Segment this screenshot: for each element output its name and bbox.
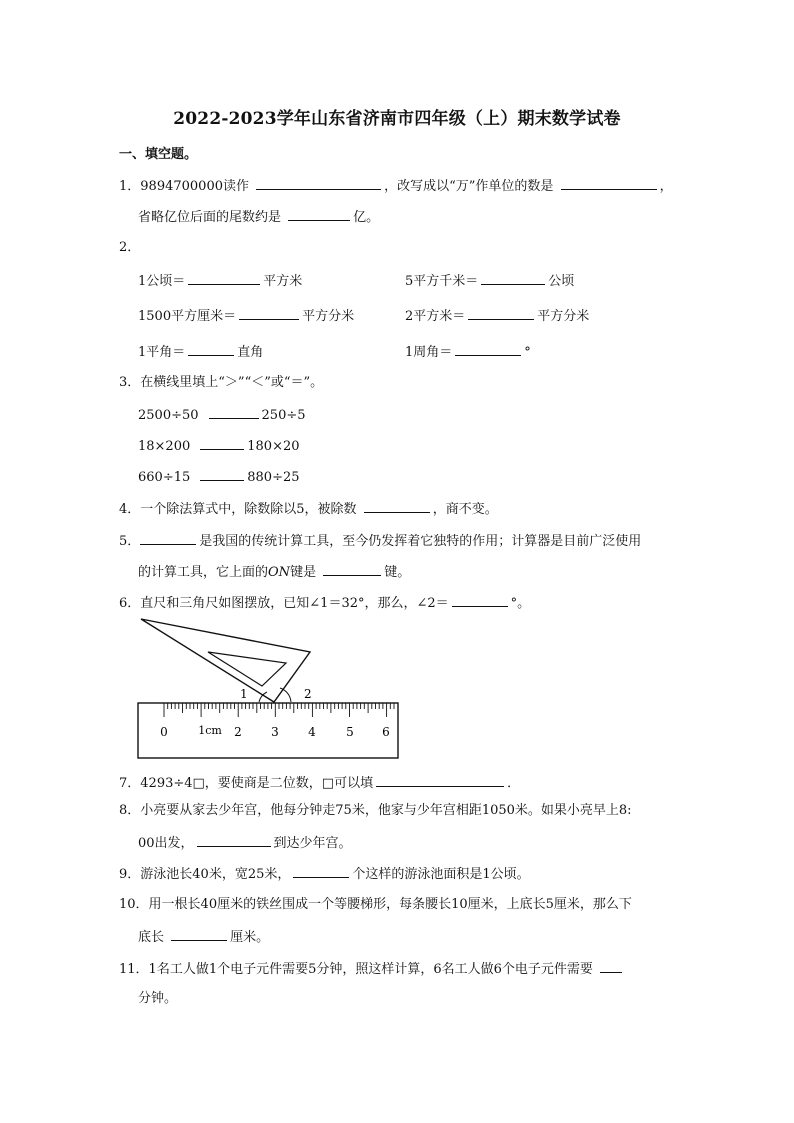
- q3-compare-3: [138, 467, 300, 487]
- question-text: ，商不变。: [432, 502, 498, 517]
- question-10-line-1: [119, 896, 632, 914]
- section-heading-fill-blank: 一、填空题。: [119, 147, 198, 162]
- expression-left: 2500÷50: [138, 408, 199, 423]
- question-5-line-1: [119, 531, 641, 551]
- answer-blank[interactable]: [561, 176, 657, 190]
- question-number: 9．: [119, 867, 141, 882]
- answer-blank[interactable]: [209, 405, 259, 419]
- answer-blank[interactable]: [455, 342, 521, 356]
- question-text: 9894700000读作: [140, 179, 249, 194]
- answer-blank[interactable]: [197, 833, 271, 847]
- question-text: 到达少年宫。: [273, 836, 352, 851]
- page-title: 2022-2023学年山东省济南市四年级（上）期末数学试卷: [173, 109, 621, 129]
- question-3-line: [119, 374, 323, 392]
- question-11-line-2: [138, 990, 177, 1008]
- question-text: 平方分米: [537, 309, 590, 324]
- question-number: 3．: [119, 375, 141, 390]
- question-8-line-2: [138, 833, 352, 853]
- question-text: 用一根长40厘米的铁丝围成一个等腰梯形，每条腰长10厘米，上底长5厘米，那么下: [148, 897, 632, 912]
- question-text: 1平角＝: [138, 345, 186, 360]
- question-text: 直尺和三角尺如图摆放，已知∠1＝32°，那么，∠2＝: [140, 596, 449, 611]
- q2-item-5: [138, 342, 263, 362]
- question-text: 2平方米＝: [405, 309, 466, 324]
- question-text: 是我国的传统计算工具，至今仍发挥着它独特的作用；计算器是目前广泛使用: [199, 534, 642, 549]
- question-number: 8．: [119, 803, 141, 818]
- answer-blank[interactable]: [171, 927, 227, 941]
- expression-left: 18×200: [138, 439, 191, 454]
- angle-2-label: 2: [304, 687, 312, 701]
- question-text: 1周角＝: [405, 345, 453, 360]
- answer-blank[interactable]: [468, 306, 534, 320]
- ruler-and-set-square-figure: [134, 614, 404, 766]
- question-text: 4293÷4□，要使商是二位数，□可以填: [140, 776, 374, 791]
- ruler-label-1cm: 1cm: [198, 724, 222, 737]
- question-number: 10．: [119, 897, 149, 912]
- question-text: 键。: [384, 565, 411, 580]
- question-text: 游泳池长40米，宽25米，: [140, 867, 291, 882]
- question-number: 1．: [119, 179, 141, 194]
- answer-blank[interactable]: [239, 306, 299, 320]
- question-text: 厘米。: [230, 930, 270, 945]
- ruler-label-4: 4: [308, 725, 316, 739]
- answer-blank[interactable]: [323, 562, 381, 576]
- on-key-label: ON: [268, 565, 291, 580]
- answer-blank[interactable]: [452, 593, 508, 607]
- answer-blank[interactable]: [200, 467, 244, 481]
- answer-blank[interactable]: [256, 176, 381, 190]
- answer-blank[interactable]: [188, 271, 260, 285]
- question-text: 省略亿位后面的尾数约是: [138, 210, 282, 225]
- question-text: 平方分米: [302, 309, 355, 324]
- q2-item-1: [138, 271, 302, 291]
- answer-blank[interactable]: [364, 499, 430, 513]
- question-text: 直角: [237, 345, 264, 360]
- answer-blank[interactable]: [600, 959, 622, 973]
- answer-blank[interactable]: [376, 773, 504, 787]
- question-5-line-2: [138, 562, 410, 582]
- angle-2-arc: [280, 688, 291, 702]
- question-text: 小亮要从家去少年宫，他每分钟走75米，他家与少年宫相距1050米。如果小亮早上8:: [140, 803, 632, 818]
- ruler-figure-svg: [134, 614, 404, 762]
- question-9-line: [119, 864, 530, 884]
- answer-blank[interactable]: [293, 864, 349, 878]
- question-text: 在横线里填上“＞”“＜”或“＝”。: [140, 375, 324, 390]
- question-text: °: [524, 345, 531, 360]
- question-number: 5．: [119, 534, 141, 549]
- question-number: 11．: [119, 962, 149, 977]
- ruler-body: [138, 703, 398, 758]
- question-number: 6．: [119, 596, 141, 611]
- question-text: °。: [510, 596, 531, 611]
- question-text: 个这样的游泳池面积是1公顷。: [352, 867, 530, 882]
- question-text: 键是: [290, 565, 317, 580]
- question-text: 的计算工具，它上面的: [138, 565, 269, 580]
- question-text: 1名工人做1个电子元件需要5分钟，照这样计算，6名工人做6个电子元件需要: [148, 962, 593, 977]
- answer-blank[interactable]: [188, 342, 234, 356]
- question-7-line: [119, 773, 520, 793]
- set-square-inner-cutout: [208, 652, 286, 686]
- question-text: 5平方千米＝: [405, 274, 479, 289]
- expression-right: 250÷5: [261, 408, 306, 423]
- q3-compare-2: [138, 436, 300, 456]
- ruler-label-2: 2: [234, 725, 242, 739]
- question-text: ，: [659, 179, 673, 194]
- question-4-line: [119, 499, 498, 519]
- ruler-label-3: 3: [271, 725, 279, 739]
- question-text: ．: [507, 776, 521, 791]
- question-number: 7．: [119, 776, 141, 791]
- q2-item-3: [138, 306, 354, 326]
- q2-item-6: [405, 342, 531, 362]
- ruler-label-6: 6: [382, 725, 390, 739]
- question-1-line-2: [138, 207, 379, 227]
- q2-item-2: [405, 271, 574, 291]
- question-10-line-2: [138, 927, 269, 947]
- expression-right: 180×20: [247, 439, 300, 454]
- question-text: 公顷: [548, 274, 575, 289]
- question-text: 分钟。: [138, 991, 178, 1006]
- answer-blank[interactable]: [200, 436, 244, 450]
- question-text: 一个除法算式中，除数除以5，被除数: [140, 502, 357, 517]
- q2-item-4: [405, 306, 589, 326]
- question-text: 1500平方厘米＝: [138, 309, 237, 324]
- question-6-line: [119, 593, 530, 613]
- question-text: 1公顷＝: [138, 274, 186, 289]
- expression-left: 660÷15: [138, 470, 191, 485]
- expression-right: 880÷25: [247, 470, 300, 485]
- ruler-label-5: 5: [346, 725, 354, 739]
- question-number: 4．: [119, 502, 141, 517]
- question-2-number: 2．: [119, 240, 141, 255]
- q3-compare-1: [138, 405, 306, 425]
- question-text: 亿。: [353, 210, 380, 225]
- question-text: 底长: [138, 930, 165, 945]
- ruler-label-0: 0: [160, 725, 168, 739]
- angle-1-label: 1: [240, 687, 248, 701]
- question-text: 00出发，: [138, 836, 194, 851]
- question-11-line-1: [119, 959, 625, 979]
- question-1-line-1: [119, 176, 673, 196]
- answer-blank[interactable]: [140, 531, 196, 545]
- answer-blank[interactable]: [481, 271, 545, 285]
- answer-blank[interactable]: [288, 207, 350, 221]
- question-8-line-1: [119, 802, 632, 820]
- set-square-outline: [141, 619, 310, 702]
- question-text: 平方米: [263, 274, 303, 289]
- question-text: ，改写成以“万”作单位的数是: [384, 179, 554, 194]
